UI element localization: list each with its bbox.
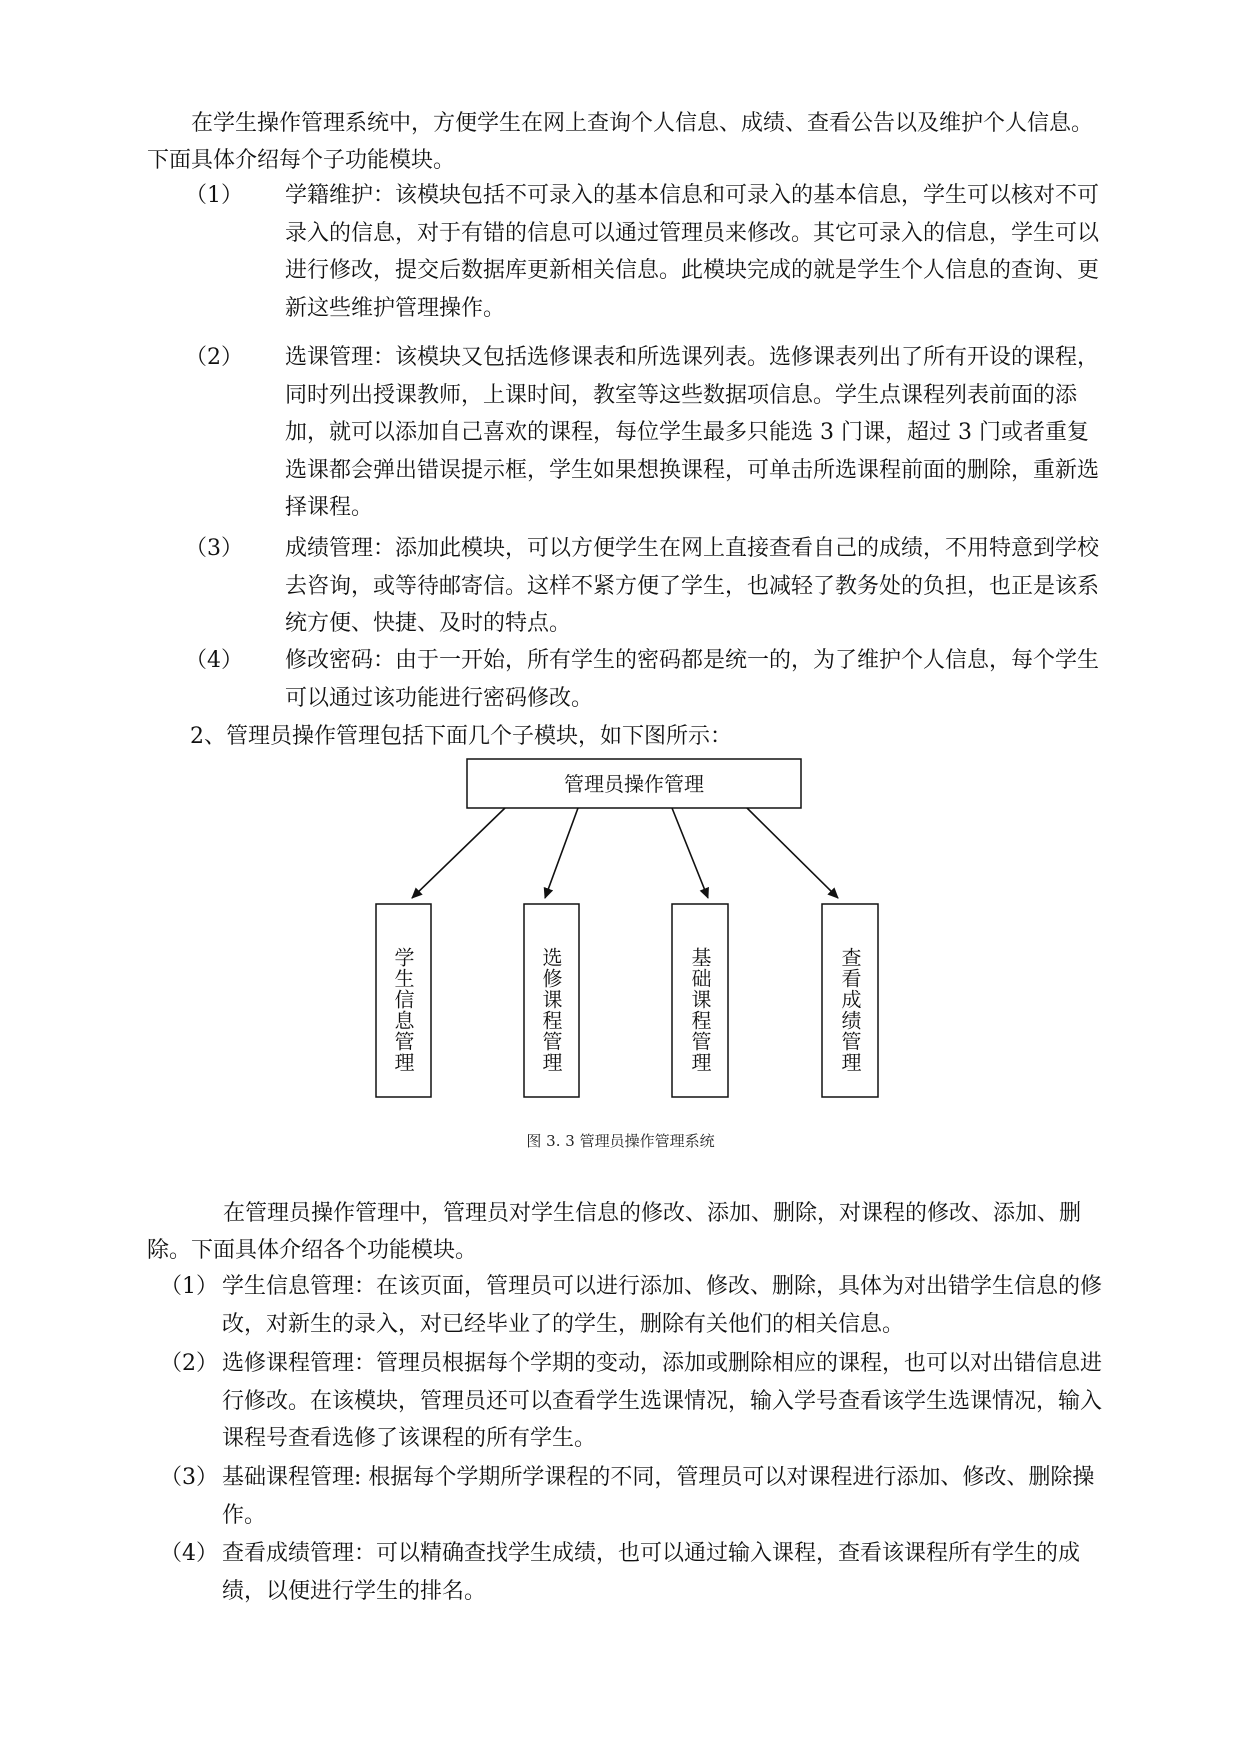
- item-text: 修改密码：由于一开始，所有学生的密码都是统一的，为了维护个人信息，每个学生可以通过该功能进行密码修改。: [285, 648, 1100, 711]
- connector-arrow: [412, 808, 505, 898]
- item-text: 选课管理：该模块又包括选修课表和所选课列表。选修课表列出了所有开设的课程，同时列出授课教师，上课时间，教室等这些数据项信息。学生点课程列表前面的添加，就可以添加自己喜欢的课程，每位学生最多只能选 3 门课，超过 3 门或者重复选课都会弹出错误提示框，学生如果想换课程，可单击所选课程前面的删除，重新选择课程。: [285, 345, 1100, 520]
- item-text: 基础课程管理: 根据每个学期所学课程的不同，管理员可以对课程进行添加、修改、删除操作。: [222, 1465, 1095, 1528]
- item-text: 成绩管理：添加此模块，可以方便学生在网上直接查看自己的成绩，不用特意到学校去咨询，或等待邮寄信。这样不紧方便了学生，也减轻了教务处的负担，也正是该系统方便、快捷、及时的特点。: [285, 536, 1100, 636]
- item-number: （4）: [185, 648, 243, 673]
- item-number: （2）: [160, 1351, 218, 1376]
- item-number: （3）: [160, 1465, 218, 1490]
- item-number: （3）: [185, 536, 243, 561]
- figure-caption: 图 3. 3 管理员操作管理系统: [526, 1132, 715, 1150]
- list-item: [160, 1268, 1110, 1344]
- connector-arrow: [747, 808, 838, 898]
- item-text: 学生信息管理：在该页面，管理员可以进行添加、修改、删除，具体为对出错学生信息的修改，对新生的录入，对已经毕业了的学生，删除有关他们的相关信息。: [222, 1274, 1103, 1337]
- item-number: （1）: [160, 1274, 218, 1299]
- item-text: 学籍维护：该模块包括不可录入的基本信息和可录入的基本信息，学生可以核对不可录入的信息，对于有错的信息可以通过管理员来修改。其它可录入的信息，学生可以进行修改，提交后数据库更新相关信息。此模块完成的就是学生个人信息的查询、更新这些维护管理操作。: [285, 183, 1100, 321]
- section2-heading: 2、管理员操作管理包括下面几个子模块，如下图所示：: [190, 724, 732, 749]
- item-number: （4）: [160, 1541, 218, 1566]
- connector-arrow: [672, 808, 708, 898]
- section1-intro: 在学生操作管理系统中，方便学生在网上查询个人信息、成绩、查看公告以及维护个人信息。下面具体介绍每个子功能模块。: [147, 111, 1094, 173]
- item-text: 选修课程管理：管理员根据每个学期的变动，添加或删除相应的课程，也可以对出错信息进行修改。在该模块，管理员还可以查看学生选课情况，输入学号查看该学生选课情况，输入课程号查看选修了该课程的所有学生。: [222, 1351, 1103, 1451]
- list-item: [160, 1459, 1110, 1535]
- list-item: [160, 1535, 1110, 1611]
- root-label: 管理员操作管理: [564, 772, 704, 796]
- child-label: 学生信息管理: [391, 947, 415, 1073]
- item-number: （1）: [185, 183, 243, 208]
- child-label: 查看成绩管理: [838, 947, 862, 1073]
- section3-intro: 在管理员操作管理中，管理员对学生信息的修改、添加、删除，对课程的修改、添加、删除。下面具体介绍各个功能模块。: [147, 1201, 1082, 1263]
- list-item: [160, 1345, 1110, 1458]
- item-number: （2）: [185, 345, 243, 370]
- connector-arrow: [545, 808, 578, 898]
- item-text: 查看成绩管理：可以精确查找学生成绩，也可以通过输入课程，查看该课程所有学生的成绩，以便进行学生的排名。: [222, 1541, 1081, 1604]
- child-label: 选修课程管理: [539, 947, 563, 1073]
- child-label: 基础课程管理: [688, 947, 712, 1073]
